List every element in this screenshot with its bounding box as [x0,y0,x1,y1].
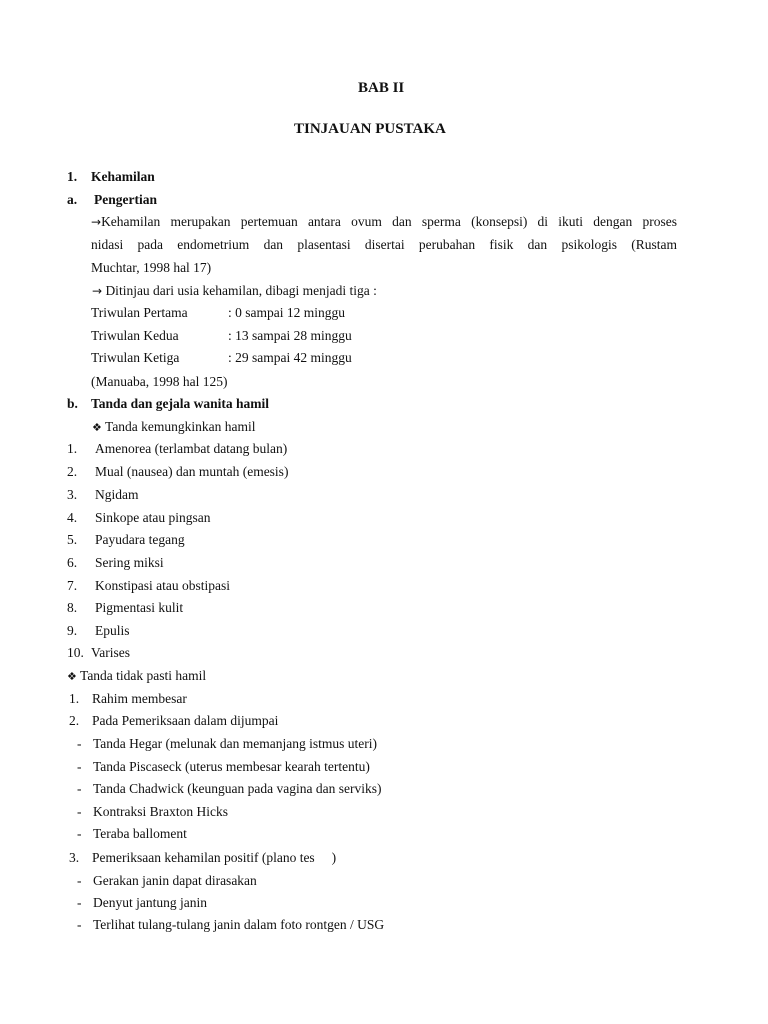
trimester-intro: → Ditinjau dari usia kehamilan, dibagi menjadi tiga : [92,283,377,298]
list-item: Mual (nausea) dan muntah (emesis) [95,464,289,479]
section-title: Kehamilan [91,169,155,184]
list-number: 3. [69,850,80,865]
list-number: 1. [69,691,80,706]
list-item: Pada Pemeriksaan dalam dijumpai [92,713,279,728]
arrow-icon: → [92,284,103,298]
exam-item: Kontraksi Braxton Hicks [93,804,228,819]
list-item: Ngidam [95,487,139,502]
list-item: Varises [91,645,130,660]
list-item: Pigmentasi kulit [95,600,184,615]
list-number: 2. [69,713,80,728]
list-item: Epulis [95,623,130,638]
list-number: 6. [67,555,78,570]
dash-bullet: - [77,736,82,751]
list-item: Sinkope atau pingsan [95,510,211,525]
list-number: 8. [67,600,78,615]
list-item: Payudara tegang [95,532,185,547]
list-item: Rahim membesar [92,691,187,706]
list-number: 4. [67,510,78,525]
definition-line-3: Muchtar, 1998 hal 17) [91,260,212,275]
exam-item: Tanda Chadwick (keunguan pada vagina dan serviks) [93,781,382,796]
subsection-letter-b: b. [67,396,78,411]
positive-item: Gerakan janin dapat dirasakan [93,873,257,888]
trimester-label: Triwulan Kedua [91,328,179,343]
list-number: 3. [67,487,78,502]
subsection-letter-a: a. [67,192,78,207]
list-item: Konstipasi atau obstipasi [95,578,230,593]
list-item: Amenorea (terlambat datang bulan) [95,441,288,456]
positive-item: Terlihat tulang-tulang janin dalam foto rontgen / USG [93,917,385,932]
dash-bullet: - [77,781,82,796]
trimester-value: : 0 sampai 12 minggu [228,305,345,320]
dash-bullet: - [77,873,82,888]
definition-line-2: nidasi pada endometrium dan plasentasi disertai perubahan fisik dan psikologis (Rustam [91,237,677,252]
diamond-bullet-icon: ❖ [92,421,102,434]
page-title: TINJAUAN PUSTAKA [294,121,446,137]
diamond-bullet-icon: ❖ [67,670,77,683]
dash-bullet: - [77,917,82,932]
exam-item: Tanda Piscaseck (uterus membesar kearah tertentu) [93,759,370,774]
uncertain-signs-heading: ❖ Tanda tidak pasti hamil [67,668,207,683]
positive-item: Denyut jantung janin [93,895,207,910]
list-number: 2. [67,464,78,479]
dash-bullet: - [77,895,82,910]
possible-signs-heading: ❖ Tanda kemungkinkan hamil [92,419,256,434]
subsection-title-b: Tanda dan gejala wanita hamil [91,396,270,411]
list-number: 1. [67,441,78,456]
list-item: Sering miksi [95,555,164,570]
list-number: 7. [67,578,78,593]
arrow-icon: → [91,215,102,229]
dash-bullet: - [77,804,82,819]
trimester-value: : 13 sampai 28 minggu [228,328,352,343]
list-number: 5. [67,532,78,547]
trimester-label: Triwulan Pertama [91,305,188,320]
dash-bullet: - [77,826,82,841]
trimester-value: : 29 sampai 42 minggu [228,350,352,365]
list-number: 9. [67,623,78,638]
chapter-heading: BAB II [358,80,405,96]
exam-item: Tanda Hegar (melunak dan memanjang istmus uteri) [93,736,377,751]
list-item: Pemeriksaan kehamilan positif (plano tes ) [92,850,337,865]
definition-line-1: →Kehamilan merupakan pertemuan antara ovum dan sperma (konsepsi) di ikuti dengan proses [91,214,677,229]
list-number: 10. [67,645,84,660]
section-number: 1. [67,169,78,184]
citation: (Manuaba, 1998 hal 125) [91,374,228,389]
trimester-label: Triwulan Ketiga [91,350,180,365]
subsection-title-a: Pengertian [94,192,157,207]
dash-bullet: - [77,759,82,774]
exam-item: Teraba balloment [93,826,187,841]
